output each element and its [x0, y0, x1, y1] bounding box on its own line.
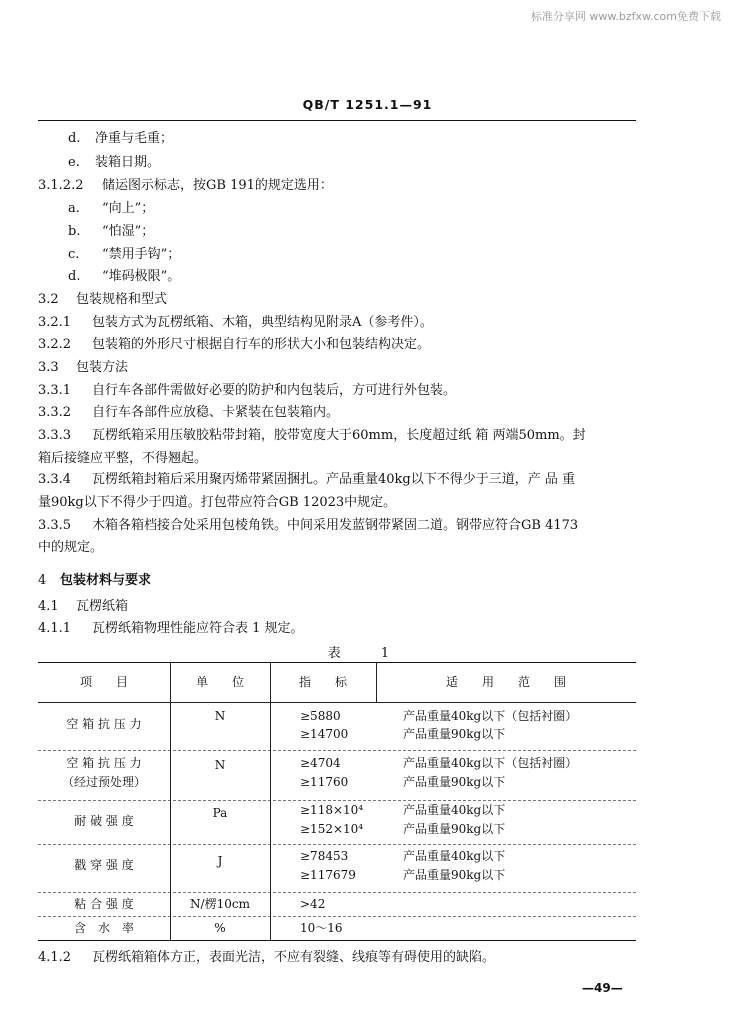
- col-header-index: 指 标: [298, 675, 347, 689]
- text-line: 4.1.2 瓦楞纸箱箱体方正，表面光洁，不应有裂缝、线痕等有碍使用的缺陷。: [38, 950, 496, 965]
- row-divider: [38, 750, 636, 751]
- watermark: 标准分享网 www.bzfxw.com免费下载: [530, 10, 721, 23]
- row-divider: [38, 892, 636, 893]
- cell-index: ≥118×10⁴: [300, 803, 364, 817]
- cell-item: 粘 合 强 度: [74, 897, 134, 911]
- cell-scope: 产品重量90kg以下: [403, 868, 506, 882]
- cell-item-note: （经过预处理）: [61, 775, 146, 789]
- cell-item: 戳 穿 强 度: [74, 858, 134, 872]
- table-top-rule: [38, 662, 636, 663]
- text-line: b. “怕湿”；: [68, 224, 155, 239]
- text-line: 4.1.1 瓦楞纸箱物理性能应符合表 1 规定。: [38, 621, 304, 636]
- cell-scope: 产品重量40kg以下: [403, 803, 506, 817]
- cell-unit: N: [214, 758, 226, 772]
- cell-unit: %: [214, 921, 226, 935]
- cell-index: ≥14700: [300, 727, 349, 741]
- text-line: 3.3.4 瓦楞纸箱封箱后采用聚丙烯带紧固捆扎。产品重量40kg以下不得少于三道，产 品 重: [38, 472, 576, 487]
- cell-index: ≥4704: [300, 756, 341, 770]
- cell-scope: 产品重量90kg以下: [403, 727, 506, 741]
- chapter-heading: 4 包装材料与要求: [38, 573, 152, 588]
- cell-scope: 产品重量40kg以下（包括衬圈）: [403, 709, 578, 723]
- text-line: 3.2.1 包装方式为瓦楞纸箱、木箱，典型结构见附录A（参考件）。: [38, 315, 433, 330]
- row-divider: [38, 916, 636, 917]
- cell-index: ≥117679: [300, 868, 356, 882]
- cell-scope: 产品重量90kg以下: [403, 775, 506, 789]
- cell-item: 耐 破 强 度: [74, 814, 134, 828]
- header-rule: [38, 120, 636, 121]
- text-line: 中的规定。: [38, 540, 104, 555]
- properties-table: [38, 662, 636, 940]
- text-line: e. 装箱日期。: [68, 155, 161, 170]
- cell-item: 空 箱 抗 压 力: [66, 717, 142, 731]
- text-line: 3.3.3 瓦楞纸箱采用压敏胶粘带封箱，胶带宽度大于60mm，长度超过纸 箱 两端50mm。封: [38, 428, 586, 443]
- cell-unit: Pa: [212, 806, 228, 820]
- section-heading: 4.1 瓦楞纸箱: [38, 599, 129, 614]
- cell-index: ≥78453: [300, 849, 349, 863]
- page-header: QB/T 1251.1—91: [302, 97, 433, 112]
- text-line: d. “堆码极限”。: [68, 269, 181, 284]
- text-line: 3.3.1 自行车各部件需做好必要的防护和内包装后，方可进行外包装。: [38, 383, 457, 398]
- cell-scope: 产品重量90kg以下: [403, 822, 506, 836]
- col-header-unit: 单 位: [195, 675, 244, 689]
- section-heading: 3.3 包装方法: [38, 360, 129, 375]
- text-line: 3.2.2 包装箱的外形尺寸根据自行车的形状大小和包装结构决定。: [38, 337, 431, 352]
- row-divider: [38, 844, 636, 845]
- text-line: d. 净重与毛重；: [68, 131, 174, 146]
- table-bottom-rule: [38, 940, 636, 941]
- text-line: 3.1.2.2 储运图示标志，按GB 191的规定选用：: [38, 178, 333, 193]
- col-header-scope: 适 用 范 围: [445, 675, 566, 689]
- cell-unit: N/楞10cm: [190, 897, 250, 911]
- text-line: 3.3.5 木箱各箱档接合处采用包棱角铁。中间采用发蓝钢带紧固二道。钢带应符合GB 4173: [38, 518, 579, 533]
- cell-item: 含 水 率: [73, 921, 134, 935]
- text-line: 量90kg以下不得少于四道。打包带应符合GB 12023中规定。: [38, 495, 397, 510]
- text-line: 3.3.2 自行车各部件应放稳、卡紧装在包装箱内。: [38, 405, 340, 420]
- cell-unit: J: [217, 854, 223, 868]
- cell-scope: 产品重量40kg以下（包括衬圈）: [403, 756, 578, 770]
- col-header-item: 项 目: [79, 675, 128, 689]
- cell-item: 空 箱 抗 压 力: [66, 756, 142, 770]
- cell-index: ≥5880: [300, 709, 341, 723]
- cell-index: 10～16: [300, 921, 343, 935]
- text-line: a. “向上”；: [68, 201, 155, 216]
- section-heading: 3.2 包装规格和型式: [38, 292, 168, 307]
- table-title: 表 1: [327, 646, 408, 661]
- table-header-rule: [38, 702, 636, 703]
- cell-index: ≥11760: [300, 775, 349, 789]
- text-line: c. “禁用手钩”；: [68, 247, 181, 262]
- cell-scope: 产品重量40kg以下: [403, 849, 506, 863]
- row-divider: [38, 800, 636, 801]
- cell-index: >42: [300, 897, 326, 911]
- page-number: —49—: [582, 981, 623, 995]
- cell-index: ≥152×10⁴: [300, 822, 364, 836]
- column-divider: [270, 662, 271, 940]
- cell-unit: N: [214, 709, 226, 723]
- text-line: 箱后接缝应平整，不得翘起。: [38, 451, 208, 466]
